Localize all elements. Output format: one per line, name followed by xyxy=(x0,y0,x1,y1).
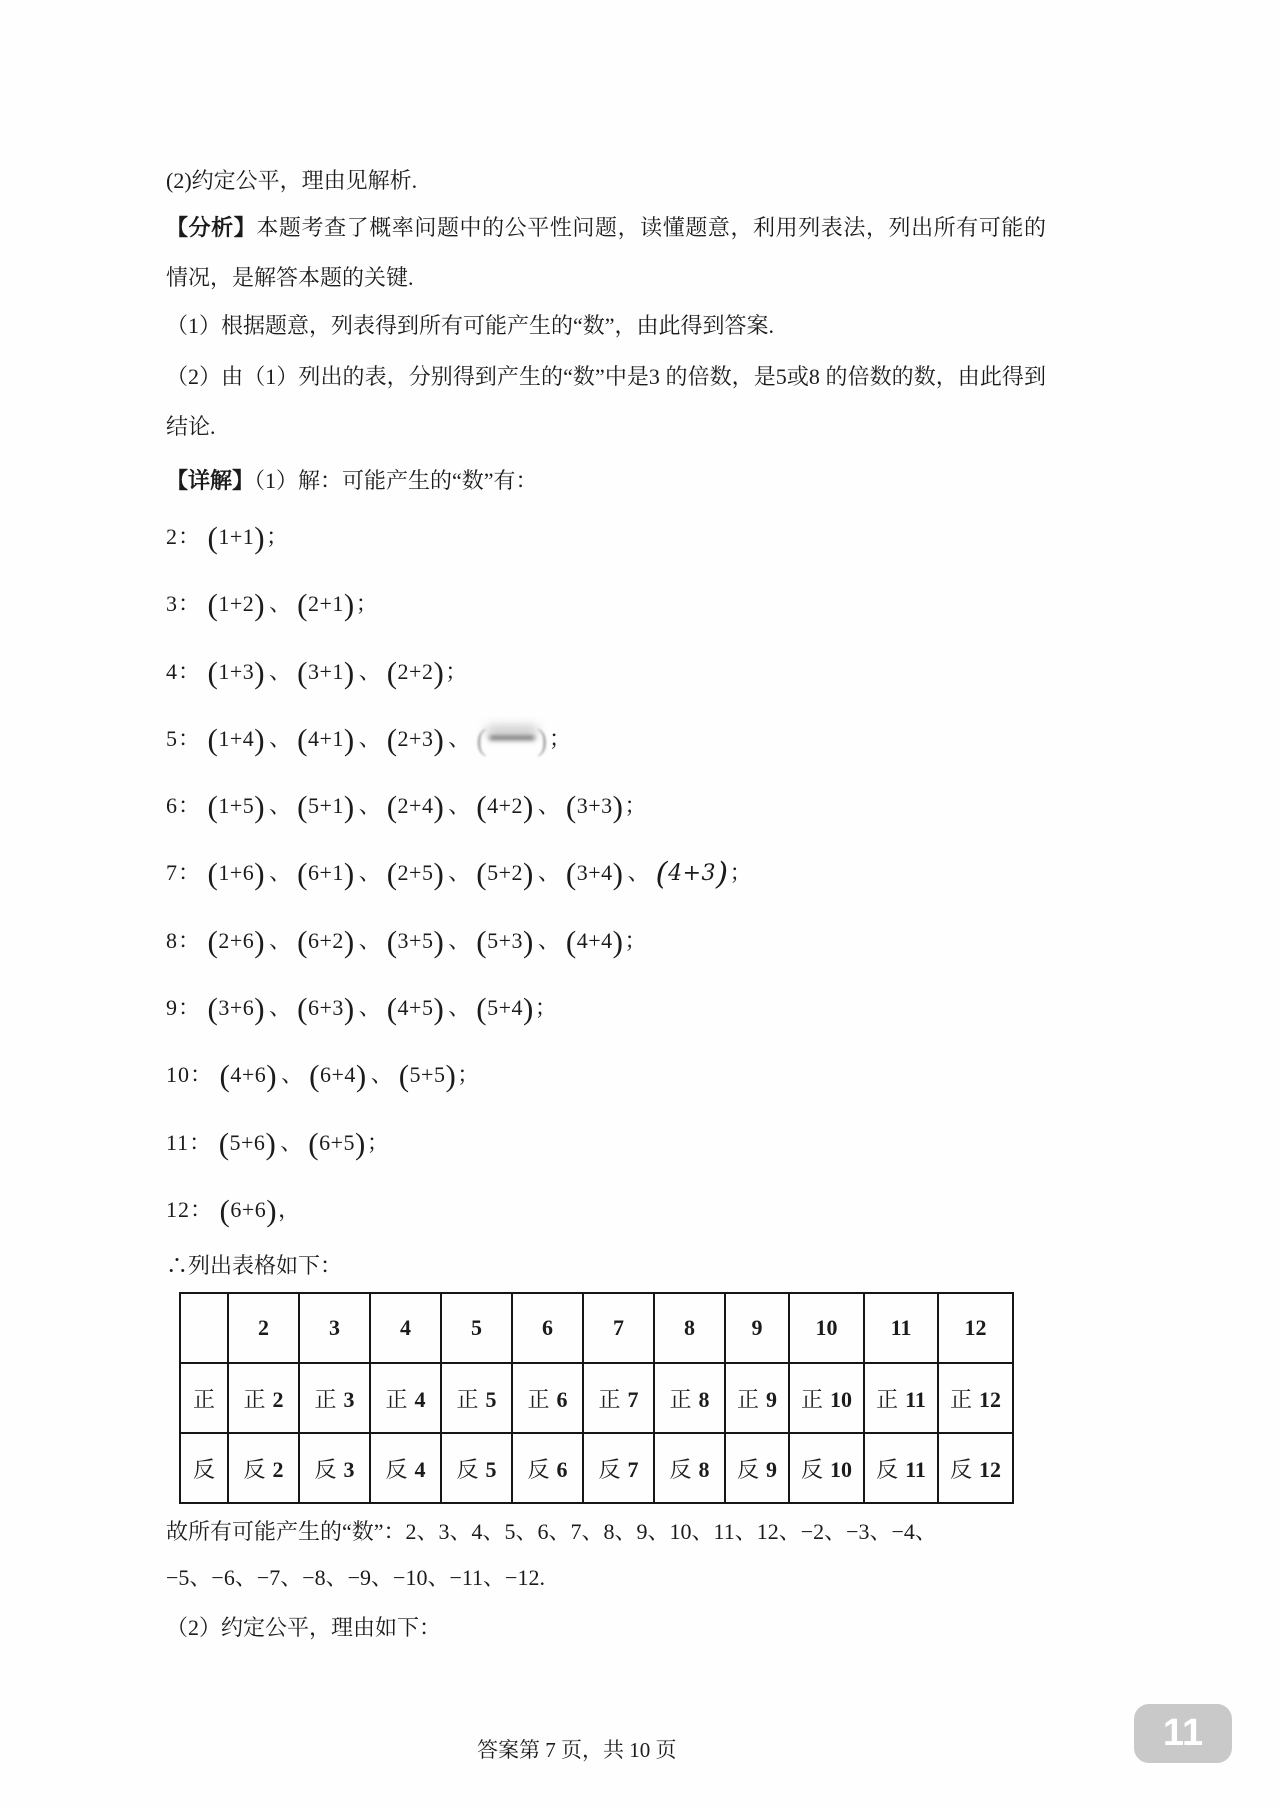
open-paren: ( xyxy=(386,991,398,1027)
line-end-punctuation: ； xyxy=(729,860,752,886)
close-paren: ) xyxy=(254,587,266,623)
detail-text: （1）解：可能产生的“数”有： xyxy=(254,468,538,493)
table-cell xyxy=(725,1433,789,1503)
open-paren: ( xyxy=(219,1192,231,1228)
point2-text: （2）由（1）列出的表，分别得到产生的“数”中是3 的倍数，是5或8 的倍数的数，由此得到结论. xyxy=(166,364,1046,439)
open-paren: ( xyxy=(207,587,219,623)
page-number-badge: 11 xyxy=(1134,1704,1232,1763)
page-footer: 答案第 7 页，共 10 页 xyxy=(477,1738,677,1762)
coin-face-char: 反 xyxy=(800,1456,823,1482)
line-end-punctuation: ； xyxy=(457,1062,480,1088)
detail-tag: 【详解】 xyxy=(166,468,255,493)
table-corner-cell xyxy=(180,1293,228,1363)
erasure-smudge xyxy=(489,736,535,740)
table-cell xyxy=(299,1363,370,1433)
close-paren: ) xyxy=(355,1125,366,1161)
part2-heading xyxy=(166,1612,1046,1644)
solution-line-label: 3： xyxy=(166,591,208,617)
separator: 、 xyxy=(269,591,292,617)
cell-number: 5 xyxy=(485,1386,497,1412)
header-number: 11 xyxy=(890,1315,912,1340)
open-paren: ( xyxy=(297,789,308,825)
close-paren: ) xyxy=(343,991,355,1027)
open-paren: ( xyxy=(476,789,488,825)
math-term: (5+6) xyxy=(218,1125,277,1161)
separator: 、 xyxy=(358,725,381,751)
coin-face-char: 正 xyxy=(314,1386,337,1412)
math-term: (6+6) xyxy=(219,1192,278,1228)
math-term: (1+6) xyxy=(207,856,266,892)
math-term: (2+3) xyxy=(386,721,445,757)
analysis-tag: 【分析】 xyxy=(166,215,257,240)
table-header-cell xyxy=(228,1293,299,1363)
header-number: 3 xyxy=(329,1315,340,1340)
header-number: 9 xyxy=(751,1315,763,1340)
close-paren: ) xyxy=(343,923,355,959)
cell-number: 7 xyxy=(627,1386,639,1412)
table-header-cell xyxy=(370,1293,441,1363)
close-paren: ) xyxy=(523,789,534,825)
separator: 、 xyxy=(269,995,292,1021)
math-term: (4+1) xyxy=(297,721,355,757)
math-term: (4+5) xyxy=(386,991,445,1027)
header-number: 8 xyxy=(684,1315,695,1340)
erased-term xyxy=(476,721,548,757)
solution-line xyxy=(166,856,1066,923)
open-paren: ( xyxy=(476,721,488,757)
open-paren: ( xyxy=(297,587,308,623)
cell-number: 9 xyxy=(766,1456,777,1482)
line-end-punctuation: ； xyxy=(355,591,378,617)
math-term: (2+2) xyxy=(386,654,445,690)
conclusion-line1-text: 故所有可能产生的“数”：2、3、4、5、6、7、8、9、10、11、12、−2、−3、−4、 xyxy=(166,1519,937,1544)
table-cell xyxy=(654,1433,725,1503)
open-paren: ( xyxy=(297,923,308,959)
coin-face-char: 反 xyxy=(385,1456,408,1482)
solution-line xyxy=(166,587,1066,654)
coin-face-char: 正 xyxy=(736,1386,759,1412)
table-cell xyxy=(228,1433,299,1503)
coin-face-char: 正 xyxy=(949,1386,972,1412)
close-paren: ) xyxy=(254,789,266,825)
open-paren: ( xyxy=(297,721,308,757)
coin-face-char: 反 xyxy=(598,1456,621,1482)
cell-number: 9 xyxy=(766,1386,777,1412)
close-paren: ) xyxy=(433,923,445,959)
close-paren: ) xyxy=(537,721,548,757)
conclusion-line2 xyxy=(166,1562,1046,1594)
cell-number: 8 xyxy=(698,1456,710,1482)
math-term: (6+2) xyxy=(297,923,355,959)
table-row xyxy=(180,1433,1013,1503)
math-term: (6+4) xyxy=(309,1058,367,1094)
header-number: 10 xyxy=(815,1315,838,1340)
close-paren: ) xyxy=(343,721,355,757)
open-paren: ( xyxy=(309,1058,320,1094)
math-term: (1+4) xyxy=(207,721,266,757)
table-cell xyxy=(512,1363,583,1433)
answer-part2-line xyxy=(166,165,1046,197)
open-paren: ( xyxy=(386,923,398,959)
header-number: 5 xyxy=(471,1315,482,1340)
coin-face-char: 正 xyxy=(243,1386,266,1412)
conclusion-line2-text: −5、−6、−7、−8、−9、−10、−11、−12. xyxy=(166,1565,545,1590)
table-cell xyxy=(441,1433,512,1503)
open-paren: ( xyxy=(386,654,398,690)
close-paren: ) xyxy=(523,991,534,1027)
line-end-punctuation: ； xyxy=(548,725,571,751)
close-paren: ) xyxy=(445,1058,457,1094)
math-term: (3+1) xyxy=(297,654,355,690)
table-intro-line xyxy=(166,1250,1046,1282)
analysis-paragraph xyxy=(166,203,1046,303)
table-cell xyxy=(789,1363,864,1433)
close-paren: ) xyxy=(343,789,355,825)
coin-face-char: 反 xyxy=(314,1456,337,1482)
coin-face-char: 正 xyxy=(800,1386,823,1412)
cell-number: 12 xyxy=(979,1386,1001,1412)
math-term: (6+3) xyxy=(297,991,355,1027)
solution-line-label: 2： xyxy=(166,524,208,549)
solution-line xyxy=(166,520,1066,587)
separator: 、 xyxy=(448,927,471,953)
point1-text: （1）根据题意，列表得到所有可能产生的“数”，由此得到答案. xyxy=(166,313,775,338)
close-paren: ) xyxy=(266,1192,278,1228)
cell-number: 8 xyxy=(698,1386,710,1412)
open-paren: ( xyxy=(297,856,308,892)
table-cell xyxy=(654,1363,725,1433)
close-paren: ) xyxy=(433,654,445,690)
separator: 、 xyxy=(448,793,471,819)
coin-face-char: 正 xyxy=(385,1386,408,1412)
coin-face-char: 反 xyxy=(736,1456,759,1482)
separator: 、 xyxy=(358,860,381,886)
open-paren: ( xyxy=(565,856,577,892)
math-term: (1+1) xyxy=(207,520,266,555)
cell-number: 6 xyxy=(556,1456,568,1482)
open-paren: ( xyxy=(398,1058,410,1094)
header-number: 2 xyxy=(258,1315,269,1340)
cell-number: 3 xyxy=(343,1386,355,1412)
table-cell xyxy=(583,1433,654,1503)
solution-line-label: 6： xyxy=(166,793,208,819)
solution-line-label: 5： xyxy=(166,725,208,751)
math-term: (5+2) xyxy=(476,856,534,892)
close-paren: ) xyxy=(254,654,266,690)
cell-number: 11 xyxy=(905,1386,926,1412)
table-cell xyxy=(228,1363,299,1433)
coin-face-char: 反 xyxy=(192,1456,215,1482)
math-term: (2+6) xyxy=(207,923,266,959)
part2-heading-text: （2）约定公平，理由如下： xyxy=(166,1615,442,1640)
table-cell xyxy=(864,1433,938,1503)
separator: 、 xyxy=(280,1129,303,1155)
close-paren: ) xyxy=(612,856,624,892)
solution-line xyxy=(166,991,1066,1058)
table-header-cell xyxy=(864,1293,938,1363)
table-header-cell xyxy=(441,1293,512,1363)
open-paren: ( xyxy=(207,991,219,1027)
math-term: (6+1) xyxy=(297,856,355,892)
open-paren: ( xyxy=(219,1058,231,1094)
separator: 、 xyxy=(537,927,560,953)
math-term: (5+5) xyxy=(398,1058,457,1094)
solution-line-label: 9： xyxy=(166,995,208,1021)
header-number: 12 xyxy=(964,1315,987,1340)
open-paren: ( xyxy=(565,923,577,959)
math-term: (5+3) xyxy=(476,923,534,959)
solution-line-label: 7： xyxy=(166,860,208,886)
separator: 、 xyxy=(370,1062,393,1088)
separator: 、 xyxy=(269,927,292,953)
coin-face-char: 正 xyxy=(527,1386,550,1412)
open-paren: ( xyxy=(476,856,488,892)
close-paren: ) xyxy=(433,789,445,825)
header-number: 6 xyxy=(542,1315,553,1340)
coin-face-char: 正 xyxy=(192,1386,215,1412)
open-paren: ( xyxy=(207,856,219,892)
solution-line xyxy=(166,655,1066,722)
coin-face-char: 反 xyxy=(949,1456,972,1482)
close-paren: ) xyxy=(254,856,266,892)
separator: 、 xyxy=(537,793,560,819)
open-paren: ( xyxy=(297,654,308,690)
open-paren: ( xyxy=(655,856,669,893)
point1-line xyxy=(166,310,1046,342)
math-term: (3+4) xyxy=(565,856,624,892)
cell-number: 3 xyxy=(343,1456,355,1482)
cell-number: 4 xyxy=(414,1456,426,1482)
close-paren: ) xyxy=(266,1058,278,1094)
detail-heading xyxy=(166,465,1046,497)
solution-line xyxy=(166,1058,1066,1125)
conclusion-line1 xyxy=(166,1516,1046,1548)
answer-part2-text: (2)约定公平，理由见解析. xyxy=(166,168,418,193)
separator: 、 xyxy=(448,860,471,886)
open-paren: ( xyxy=(386,721,398,757)
separator: 、 xyxy=(448,995,471,1021)
table-cell xyxy=(441,1363,512,1433)
open-paren: ( xyxy=(565,789,577,825)
separator: 、 xyxy=(269,793,292,819)
solution-line-label: 8： xyxy=(166,927,208,953)
outcomes-table xyxy=(179,1292,1014,1504)
table-row xyxy=(180,1363,1013,1433)
math-term: (1+5) xyxy=(207,789,266,825)
table-cell xyxy=(938,1433,1013,1503)
solution-line-label: 11： xyxy=(166,1129,219,1155)
solution-line-label: 10： xyxy=(166,1062,220,1088)
line-end-punctuation: ； xyxy=(534,995,557,1021)
cell-number: 10 xyxy=(830,1456,852,1482)
table-cell xyxy=(180,1363,228,1433)
math-term: (3+3) xyxy=(565,789,624,825)
table-cell xyxy=(789,1433,864,1503)
close-paren: ) xyxy=(254,923,266,959)
table-cell xyxy=(370,1363,441,1433)
coin-face-char: 反 xyxy=(243,1456,266,1482)
coin-face-char: 正 xyxy=(456,1386,479,1412)
math-term: (5+1) xyxy=(297,789,355,825)
separator: 、 xyxy=(448,725,471,751)
coin-face-char: 反 xyxy=(876,1456,899,1482)
table-cell xyxy=(299,1433,370,1503)
table-header-cell xyxy=(938,1293,1013,1363)
header-number: 7 xyxy=(613,1315,624,1340)
close-paren: ) xyxy=(612,923,624,959)
table-cell xyxy=(370,1433,441,1503)
close-paren: ) xyxy=(433,856,445,892)
separator: 、 xyxy=(627,860,650,886)
math-term: (1+3) xyxy=(207,654,266,690)
table-header-cell xyxy=(583,1293,654,1363)
close-paren: ) xyxy=(433,991,445,1027)
open-paren: ( xyxy=(308,1125,320,1161)
cell-number: 7 xyxy=(627,1456,639,1482)
separator: 、 xyxy=(269,658,292,684)
line-end-punctuation: ； xyxy=(266,524,289,549)
open-paren: ( xyxy=(386,856,398,892)
coin-face-char: 反 xyxy=(527,1456,550,1482)
close-paren: ) xyxy=(716,856,729,893)
solution-line xyxy=(166,1126,1066,1193)
table-header-cell xyxy=(654,1293,725,1363)
analysis-text: 本题考查了概率问题中的公平性问题，读懂题意，利用列表法，列出所有可能的情况，是解答本题的关键. xyxy=(166,215,1046,290)
line-end-punctuation: ， xyxy=(278,1196,301,1222)
cell-number: 12 xyxy=(979,1456,1001,1482)
close-paren: ) xyxy=(523,856,534,892)
close-paren: ) xyxy=(343,654,355,690)
close-paren: ) xyxy=(612,789,624,825)
close-paren: ) xyxy=(254,520,266,555)
open-paren: ( xyxy=(476,991,488,1027)
separator: 、 xyxy=(269,725,292,751)
open-paren: ( xyxy=(476,923,488,959)
coin-face-char: 正 xyxy=(598,1386,621,1412)
math-term: (2+4) xyxy=(386,789,445,825)
cell-number: 5 xyxy=(485,1456,497,1482)
header-number: 4 xyxy=(400,1315,411,1340)
cell-number: 2 xyxy=(272,1456,284,1482)
coin-face-char: 反 xyxy=(456,1456,479,1482)
solution-line xyxy=(166,789,1066,856)
table-header-cell xyxy=(789,1293,864,1363)
separator: 、 xyxy=(269,860,292,886)
table-cell xyxy=(938,1363,1013,1433)
table-cell xyxy=(725,1363,789,1433)
close-paren: ) xyxy=(254,721,266,757)
cell-number: 4 xyxy=(414,1386,426,1412)
line-end-punctuation: ； xyxy=(624,927,647,953)
math-term: (4+2) xyxy=(476,789,534,825)
open-paren: ( xyxy=(207,654,219,690)
solution-list xyxy=(166,520,1066,1260)
math-term: (6+5) xyxy=(308,1125,366,1161)
cell-number: 10 xyxy=(830,1386,852,1412)
math-term: (4+6) xyxy=(219,1058,278,1094)
open-paren: ( xyxy=(297,991,308,1027)
math-term: (5+4) xyxy=(476,991,534,1027)
close-paren: ) xyxy=(343,856,355,892)
table-cell xyxy=(512,1433,583,1503)
line-end-punctuation: ； xyxy=(366,1129,389,1155)
cell-number: 11 xyxy=(905,1456,926,1482)
table-cell xyxy=(864,1363,938,1433)
close-paren: ) xyxy=(355,1058,367,1094)
open-paren: ( xyxy=(207,721,219,757)
open-paren: ( xyxy=(207,789,219,825)
math-term: (3+5) xyxy=(386,923,445,959)
cell-number: 6 xyxy=(556,1386,568,1412)
math-term: (2+5) xyxy=(386,856,445,892)
separator: 、 xyxy=(281,1062,304,1088)
open-paren: ( xyxy=(207,923,219,959)
close-paren: ) xyxy=(523,923,534,959)
separator: 、 xyxy=(358,995,381,1021)
table-cell xyxy=(583,1363,654,1433)
cell-number: 2 xyxy=(272,1386,284,1412)
coin-face-char: 反 xyxy=(669,1456,692,1482)
table-header-row xyxy=(180,1293,1013,1363)
table-header-cell xyxy=(299,1293,370,1363)
table-intro-text: ∴列出表格如下： xyxy=(166,1253,343,1278)
solution-line-label: 12： xyxy=(166,1196,220,1222)
math-term: (3+6) xyxy=(207,991,266,1027)
solution-line-label: 4： xyxy=(166,658,208,684)
coin-face-char: 正 xyxy=(669,1386,692,1412)
math-term: (2+1) xyxy=(297,587,355,623)
open-paren: ( xyxy=(386,789,398,825)
math-term: (1+2) xyxy=(207,587,266,623)
table-cell xyxy=(180,1433,228,1503)
open-paren: ( xyxy=(207,520,219,555)
separator: 、 xyxy=(358,658,381,684)
close-paren: ) xyxy=(343,587,355,623)
table-header-cell xyxy=(512,1293,583,1363)
close-paren: ) xyxy=(254,991,266,1027)
separator: 、 xyxy=(537,860,560,886)
table-header-cell xyxy=(725,1293,789,1363)
line-end-punctuation: ； xyxy=(445,658,468,684)
point2-paragraph xyxy=(166,352,1046,452)
line-end-punctuation: ； xyxy=(624,793,647,819)
math-term: (4+4) xyxy=(565,923,624,959)
solution-line xyxy=(166,722,1066,789)
close-paren: ) xyxy=(433,721,445,757)
separator: 、 xyxy=(358,793,381,819)
separator: 、 xyxy=(358,927,381,953)
solution-line xyxy=(166,924,1066,991)
math-term: (4+3) xyxy=(655,856,729,893)
open-paren: ( xyxy=(218,1125,230,1161)
close-paren: ) xyxy=(265,1125,277,1161)
coin-face-char: 正 xyxy=(876,1386,899,1412)
